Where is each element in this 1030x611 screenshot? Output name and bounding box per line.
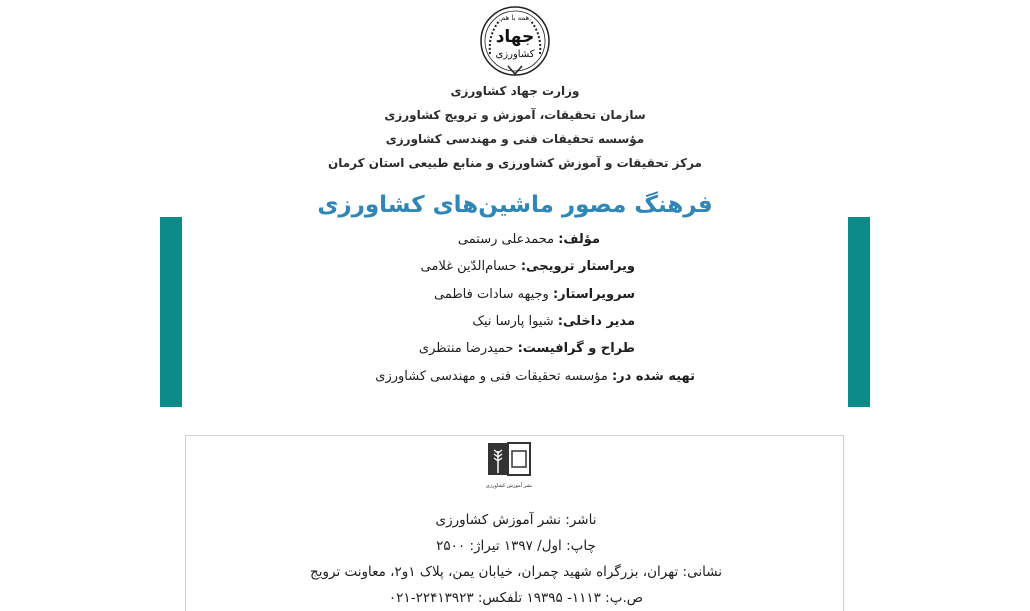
promo-editor-value: حسام‌الدّین غلامی bbox=[420, 259, 517, 274]
credit-designer bbox=[235, 341, 635, 356]
publisher-logo-caption: نشر آموزش کشاورزی bbox=[486, 483, 532, 489]
chief-editor-label: سرویراستار: bbox=[552, 287, 635, 302]
logo-arc-text: همه با هم bbox=[500, 14, 530, 22]
prepared-label: تهیه شده در: bbox=[611, 369, 695, 384]
credit-internal-manager bbox=[235, 314, 635, 329]
publisher-name: ناشر: نشر آموزش کشاورزی bbox=[435, 512, 597, 528]
organization-name: سازمان تحقیقات، آموزش و ترویج کشاورزی bbox=[384, 108, 646, 122]
promo-editor-label: ویراستار ترویجی: bbox=[520, 259, 635, 274]
designer-value: حمیدرضا منتظری bbox=[418, 341, 514, 356]
postal-info: ص.پ: ۱۱۱۳- ۱۹۳۹۵ تلفکس: ۲۲۴۱۳۹۲۳-۰۲۱ bbox=[388, 590, 644, 606]
publisher-address: نشانی: تهران، بزرگراه شهید چمران، خیابان یمن، پلاک ۱و۲، معاونت ترویج bbox=[310, 564, 722, 580]
internal-manager-label: مدیر داخلی: bbox=[557, 314, 635, 329]
logo-sub-text: کشاورزی bbox=[495, 49, 535, 60]
internal-manager-value: شیوا پارسا نیک bbox=[472, 314, 554, 329]
credit-prepared-by bbox=[295, 369, 695, 384]
ministry-name: وزارت جهاد کشاورزی bbox=[450, 84, 580, 98]
book-title: فرهنگ مصور ماشین‌های کشاورزی bbox=[317, 192, 713, 218]
publisher-logo bbox=[486, 441, 532, 493]
credit-author bbox=[200, 232, 600, 247]
jahad-keshavarzi-logo bbox=[478, 4, 552, 78]
author-value: محمدعلی رستمی bbox=[457, 232, 555, 247]
designer-label: طراح و گرافیست: bbox=[517, 341, 635, 356]
chief-editor-value: وجیهه سادات فاطمی bbox=[433, 287, 549, 302]
author-label: مؤلف: bbox=[558, 232, 600, 247]
credit-promo-editor bbox=[235, 259, 635, 274]
right-accent-bar bbox=[848, 217, 870, 407]
institute-name: مؤسسه تحقیقات فنی و مهندسی کشاورزی bbox=[385, 132, 645, 146]
publisher-info-box bbox=[185, 435, 844, 611]
credit-chief-editor bbox=[235, 287, 635, 302]
logo-main-text: جهاد bbox=[495, 27, 535, 47]
print-info: چاپ: اول/ ۱۳۹۷ تیراژ: ۲۵۰۰ bbox=[436, 538, 596, 554]
left-accent-bar bbox=[160, 217, 182, 407]
research-center-name: مرکز تحقیقات و آموزش کشاورزی و منابع طبیعی استان کرمان bbox=[328, 156, 702, 170]
prepared-value: مؤسسه تحقیقات فنی و مهندسی کشاورزی bbox=[375, 369, 608, 384]
